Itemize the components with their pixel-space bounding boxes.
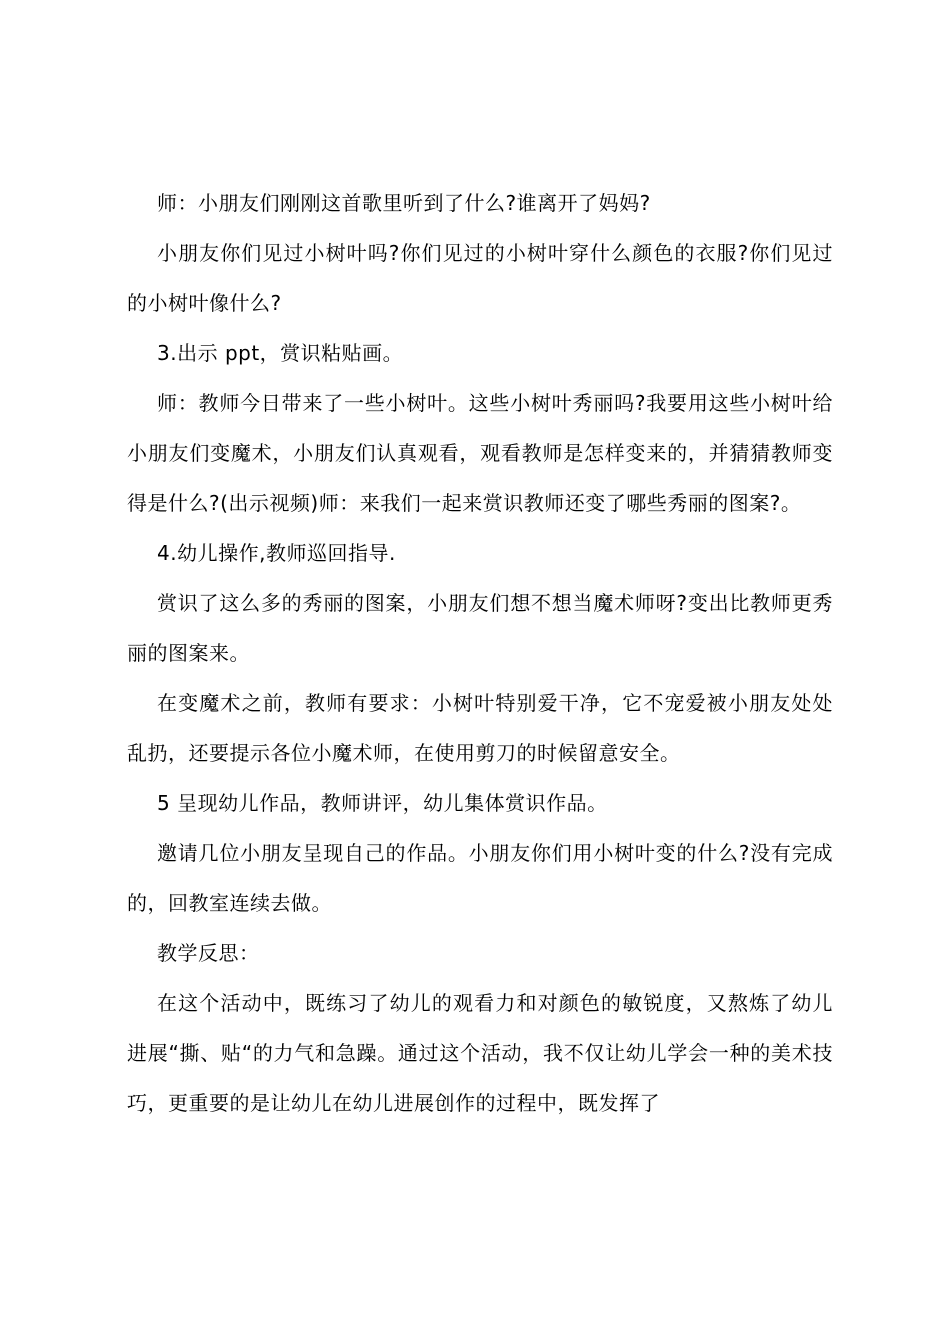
paragraph-teacher-question: 师：小朋友们刚刚这首歌里听到了什么?谁离开了妈妈?	[157, 191, 651, 215]
paragraph-step-4: 4.幼儿操作,教师巡回指导.	[157, 541, 396, 565]
paragraph-appreciation: 赏识了这么多的秀丽的图案，小朋友们想不想当魔术师呀?变出比教师更秀丽的图案来。	[127, 591, 833, 665]
paragraph-reflection: 在这个活动中，既练习了幼儿的观看力和对颜色的敏锐度，又熬炼了幼儿进展“撕、贴“的力气和急躁。通过这个活动，我不仅让幼儿学会一种的美术技巧，更重要的是让幼儿在幼儿进展创作的过程中，既发挥了	[127, 991, 833, 1115]
paragraph-invite: 邀请几位小朋友呈现自己的作品。小朋友你们用小树叶变的什么?没有完成的，回教室连续去做。	[127, 841, 833, 915]
paragraph-reflection-heading: 教学反思：	[157, 941, 260, 965]
paragraph-requirements: 在变魔术之前，教师有要求：小树叶特别爱干净，它不宠爱被小朋友处处乱扔，还要提示各位小魔术师，在使用剪刀的时候留意安全。	[127, 691, 833, 765]
paragraph-magic-show: 师：教师今日带来了一些小树叶。这些小树叶秀丽吗?我要用这些小树叶给小朋友们变魔术，小朋友们认真观看，观看教师是怎样变来的，并猜猜教师变得是什么?(出示视频)师：来我们一起来赏识教师还变了哪些秀丽的图案?。	[127, 391, 833, 515]
paragraph-step-5: 5 呈现幼儿作品，教师讲评，幼儿集体赏识作品。	[157, 791, 608, 815]
paragraph-step-3: 3.出示 ppt，赏识粘贴画。	[157, 341, 404, 365]
document-body	[127, 178, 833, 1128]
paragraph-leaf-questions: 小朋友你们见过小树叶吗?你们见过的小树叶穿什么颜色的衣服?你们见过的小树叶像什么?	[127, 241, 833, 315]
